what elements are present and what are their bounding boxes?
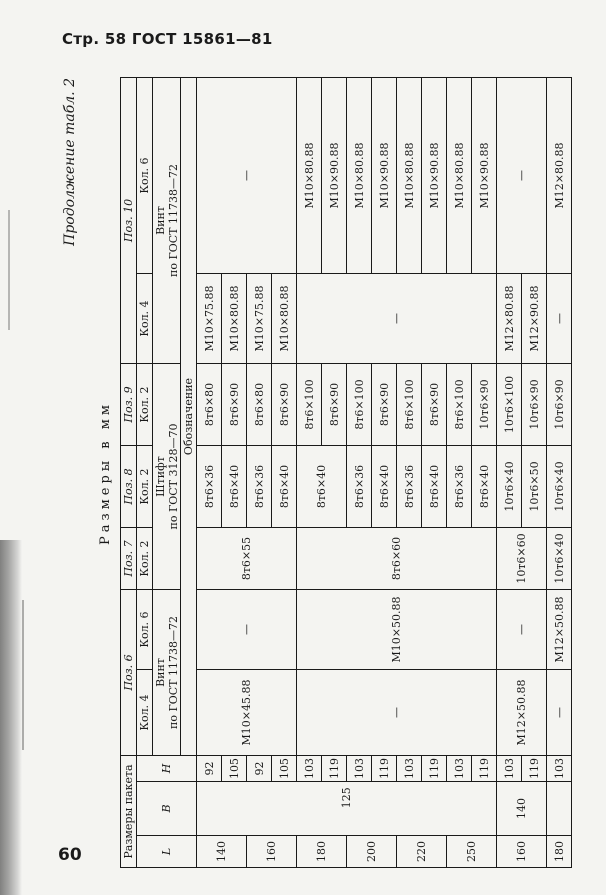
cell-pos9: 8т6×80: [247, 364, 272, 446]
cell-pos7: 8т6×60: [297, 528, 497, 590]
cell-pos10-qty4: М10×80.88: [222, 274, 247, 364]
header-pos10-qty4: Кол. 4: [137, 274, 153, 364]
header-pos10-name: [153, 78, 181, 364]
header-pos8: Поз. 8: [121, 446, 137, 528]
cell-H: 103: [497, 756, 522, 782]
cell-pos8: 10т6×50: [522, 446, 547, 528]
cell-pos10-qty6: М10×90.88: [322, 78, 347, 274]
cell-H: 119: [472, 756, 497, 782]
cell-pos6-qty6: —: [197, 590, 297, 670]
header-pos9-qty: Кол. 2: [137, 364, 153, 446]
cell-L: 250: [447, 836, 497, 868]
cell-pos10-qty4: М12×90.88: [522, 274, 547, 364]
cell-pos9: 8т6×100: [397, 364, 422, 446]
cell-H: 119: [322, 756, 347, 782]
cell-H: 92: [197, 756, 222, 782]
header-pos6-name: [153, 590, 181, 756]
table-caption: Продолжение табл. 2: [62, 78, 78, 246]
cell-L: 160: [247, 836, 297, 868]
scan-mark: [22, 600, 24, 750]
cell-pos10-qty6: М10×80.88: [397, 78, 422, 274]
cell-pos10-qty4: —: [547, 274, 572, 364]
cell-pos9: 8т6×100: [347, 364, 372, 446]
header-pos10-screw: Винт: [153, 206, 167, 235]
cell-pos10-qty4: М10×75.88: [247, 274, 272, 364]
rotated-table-block: [62, 78, 601, 868]
cell-pos8: 8т6×40: [472, 446, 497, 528]
cell-pos10-qty4: М10×75.88: [197, 274, 222, 364]
header-pos6-standard: по ГОСТ 11738—72: [166, 616, 180, 729]
cell-pos8: 8т6×36: [397, 446, 422, 528]
cell-pos10-qty6: —: [497, 78, 547, 274]
cell-pos8: 8т6×36: [197, 446, 222, 528]
cell-L: 180: [297, 836, 347, 868]
cell-L: 220: [397, 836, 447, 868]
page-number: 60: [58, 845, 82, 865]
cell-pos9: 8т6×100: [297, 364, 322, 446]
cell-pos10-qty6: М10×80.88: [447, 78, 472, 274]
cell-pos10-qty6: —: [197, 78, 297, 274]
cell-H: 119: [422, 756, 447, 782]
cell-pos6-qty4: М10×45.88: [197, 670, 297, 756]
cell-B-blank: [547, 782, 572, 836]
header-pos10-standard: по ГОСТ 11738—72: [166, 164, 180, 277]
cell-B: 125: [197, 782, 497, 814]
table-title: Размеры в мм: [98, 401, 113, 545]
header-pos10-qty6: Кол. 6: [137, 78, 153, 274]
page-header: Стр. 58 ГОСТ 15861—81: [62, 30, 273, 48]
cell-pos9: 10т6×90: [522, 364, 547, 446]
cell-H: 105: [222, 756, 247, 782]
cell-pos6-qty6: —: [497, 590, 547, 670]
cell-H: 105: [272, 756, 297, 782]
cell-pos10-qty6: М10×80.88: [297, 78, 322, 274]
header-pos7: Поз. 7: [121, 528, 137, 590]
cell-H: 119: [522, 756, 547, 782]
cell-pos9: 8т6×90: [222, 364, 247, 446]
cell-pos7: 8т6×55: [197, 528, 297, 590]
cell-L: 180: [547, 836, 572, 868]
cell-H: 103: [447, 756, 472, 782]
cell-pos9: 8т6×100: [447, 364, 472, 446]
cell-L: 160: [497, 836, 547, 868]
cell-pos10-qty4: М12×80.88: [497, 274, 522, 364]
cell-pos8: 10т6×40: [547, 446, 572, 528]
header-H: H: [137, 756, 197, 782]
cell-L: 140: [197, 836, 247, 868]
cell-pos6-qty4: —: [547, 670, 572, 756]
cell-pos7: 10т6×40: [547, 528, 572, 590]
cell-pos9: 8т6×80: [197, 364, 222, 446]
scan-mark: [8, 210, 10, 330]
header-packet-sizes: Размеры пакета: [121, 756, 137, 868]
cell-H: 103: [297, 756, 322, 782]
cell-pos9: 8т6×90: [372, 364, 397, 446]
cell-pos9: 10т6×100: [497, 364, 522, 446]
cell-pos10-qty6: М10×90.88: [422, 78, 447, 274]
cell-pos9: 8т6×90: [322, 364, 347, 446]
cell-H: 103: [347, 756, 372, 782]
cell-pos10-qty6: М12×80.88: [547, 78, 572, 274]
header-pin-standard: по ГОСТ 3128—70: [166, 423, 180, 530]
cell-pos10-qty6: М10×90.88: [372, 78, 397, 274]
header-pin: [153, 364, 181, 590]
header-pos8-qty: Кол. 2: [137, 446, 153, 528]
cell-pos9: 8т6×90: [422, 364, 447, 446]
binding-shadow: [0, 540, 22, 895]
cell-pos10-qty6: М10×90.88: [472, 78, 497, 274]
header-L: L: [137, 836, 197, 868]
cell-pos10-qty6: М10×80.88: [347, 78, 372, 274]
header-pos6: Поз. 6: [121, 590, 137, 756]
header-pos6-qty6: Кол. 6: [137, 590, 153, 670]
cell-pos8: 8т6×40: [222, 446, 247, 528]
cell-pos8: 8т6×36: [347, 446, 372, 528]
cell-pos9: 8т6×90: [272, 364, 297, 446]
cell-H: 103: [547, 756, 572, 782]
cell-pos8: 8т6×40: [372, 446, 397, 528]
cell-pos9: 10т6×90: [547, 364, 572, 446]
cell-pos6-qty4: М12×50.88: [497, 670, 547, 756]
cell-pos8: 8т6×36: [247, 446, 272, 528]
cell-pos6-qty4: —: [297, 670, 497, 756]
cell-B-blank: [197, 814, 497, 836]
dimension-table: [120, 77, 572, 868]
cell-pos7: 10т6×60: [497, 528, 547, 590]
cell-pos8: 8т6×40: [422, 446, 447, 528]
cell-pos6-qty6: М12×50.88: [547, 590, 572, 670]
cell-B: 140: [497, 782, 547, 836]
cell-pos10-qty4: М10×80.88: [272, 274, 297, 364]
header-pin-name: Штифт: [153, 456, 167, 497]
cell-H: 103: [397, 756, 422, 782]
cell-pos8: 10т6×40: [497, 446, 522, 528]
header-designation: Обозначение: [181, 78, 197, 756]
header-pos6-qty4: Кол. 4: [137, 670, 153, 756]
header-pos9: Поз. 9: [121, 364, 137, 446]
header-pos6-screw: Винт: [153, 658, 167, 687]
header-pos7-qty: Кол. 2: [137, 528, 153, 590]
cell-L: 200: [347, 836, 397, 868]
cell-pos10-qty4: —: [297, 274, 497, 364]
cell-pos6-qty6: М10×50.88: [297, 590, 497, 670]
header-B: B: [137, 782, 197, 836]
header-pos10: Поз. 10: [121, 78, 137, 364]
cell-H: 92: [247, 756, 272, 782]
cell-H: 119: [372, 756, 397, 782]
cell-pos8: 8т6×36: [447, 446, 472, 528]
cell-pos8: 8т6×40: [272, 446, 297, 528]
cell-pos9: 10т6×90: [472, 364, 497, 446]
cell-pos8: 8т6×40: [297, 446, 347, 528]
